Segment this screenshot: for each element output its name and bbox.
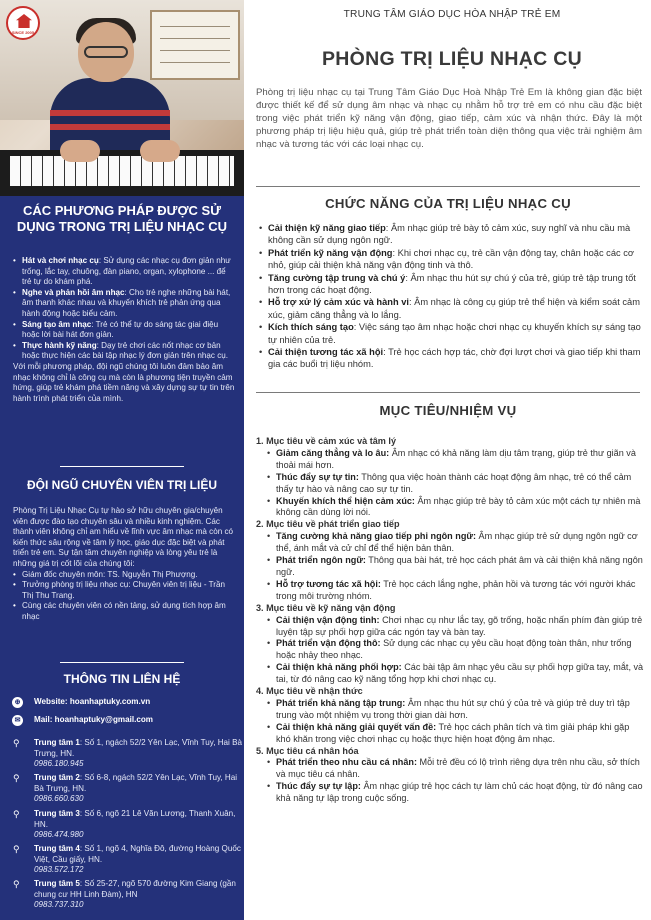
list-item: • Trưởng phòng trị liệu nhạc cụ: Chuyên viên trị liệu - Trần Thị Thu Trang. [13,580,235,601]
list-item: • Sáng tạo âm nhạc: Trẻ có thể tự do sáng tác giai điệu hoặc lời bài hát đơn giản. [13,320,235,341]
center-3: ⚲ Trung tâm 3: Số 6, ngõ 21 Lê Văn Lương, Thanh Xuân, HN. 0986.474.980 [13,809,236,840]
goal-group [256,519,644,602]
list-item: • Hát và chơi nhạc cụ: Sử dụng các nhạc cụ đơn giản như trống, lắc tay, chuông, đàn piano, organ, xylophone ... để trẻ tự do khám phá. [13,256,235,288]
goal-heading: 2. Mục tiêu về phát triển giao tiếp [256,519,400,530]
mail-row[interactable]: ✉ Mail: hoanhaptuky@gmail.com [12,715,242,727]
list-item: • Cải thiện khả năng giải quyết vấn đề: Trẻ học cách phân tích và tìm giải pháp khi gặp khó khăn trong việc chơi nhạc cụ hoặc thực hiện hoạt động âm nhạc. [264,722,644,746]
list-item: • Hỗ trợ xử lý cảm xúc và hành vi: Âm nhạc là công cụ giúp trẻ thể hiện và kiểm soát cảm xúc, giảm căng thẳng và lo lắng. [256,296,644,321]
list-item: • Cùng các chuyên viên có nền tảng, sử dụng tích hợp âm nhạc [13,601,235,622]
methods-list [13,256,235,404]
team-section [13,506,235,623]
list-item: • Nghe và phản hồi âm nhạc: Cho trẻ nghe những bài hát, âm thanh khác nhau và khuyến khích trẻ phản ứng qua hành động hoặc biểu cảm. [13,288,235,320]
globe-icon: ⊕ [12,697,23,708]
list-item: • Phát triển theo nhu cầu cá nhân: Mỗi trẻ đều có lộ trình riêng dựa trên nhu cầu, sở thích và mục tiêu cá nhân. [264,757,644,781]
goal-group [256,686,644,746]
phone-number[interactable]: 0986.180.945 [34,759,84,769]
page-title: PHÒNG TRỊ LIỆU NHẠC CỤ [321,48,583,70]
list-item: • Tăng cường tập trung và chú ý: Âm nhạc thu hút sự chú ý của trẻ, giúp trẻ tập trung tốt hơn trong các hoạt động. [256,272,644,297]
location-pin-icon: ⚲ [13,773,20,783]
hero-photo [0,0,244,196]
divider [256,186,640,187]
website-row[interactable]: ⊕ Website: hoanhaptuky.com.vn [12,697,242,709]
goals-title: MỤC TIÊU/NHIỆM VỤ [379,403,517,418]
location-pin-icon: ⚲ [13,738,20,748]
center-4: ⚲ Trung tâm 4: Số 1, ngõ 4, Nghĩa Đô, đường Hoàng Quốc Việt, Cầu giấy, HN. 0983.572.172 [13,844,241,875]
team-text: Phòng Trị Liệu Nhạc Cụ tự hào sở hữu chuyên gia/chuyên viên được đào tạo chuyên sâu và nhiều kinh nghiệm. Các thành viên không chỉ am hiểu về lĩnh vực âm nhạc mà còn có kiến thức sâu rộng về tâm lý học, giáo dục đặc biệt và phát triển trẻ em. Sự tận tâm chuyên nghiệp và lòng yêu trẻ là những giá trị cốt lõi của chúng tôi: [13,506,234,568]
phone-number[interactable]: 0986.474.980 [34,830,84,840]
list-item: • Phát triển khả năng tập trung: Âm nhạc thu hút sự chú ý của trẻ và giúp trẻ duy trì tập trung vào một nhiệm vụ trong thời gian dài hơn. [264,698,644,722]
divider [60,466,184,467]
list-item: • Khuyến khích thể hiện cảm xúc: Âm nhạc giúp trẻ bày tỏ cảm xúc một cách tự nhiên mà không cần dùng lời nói. [264,496,644,520]
goal-heading: 4. Mục tiêu về nhận thức [256,686,363,697]
divider [256,392,640,393]
list-item: • Kích thích sáng tạo: Việc sáng tạo âm nhạc hoặc chơi nhạc cụ khuyến khích sự sáng tạo tự nhiên của trẻ. [256,321,644,346]
list-item: • Hỗ trợ tương tác xã hội: Trẻ học cách lắng nghe, phản hồi và tương tác với người khác trong môi trường nhóm. [264,579,644,603]
functions-title: CHỨC NĂNG CỦA TRỊ LIỆU NHẠC CỤ [325,196,571,211]
goal-group [256,603,644,686]
list-item: • Thúc đẩy sự tự tin: Thông qua việc hoàn thành các hoạt động âm nhạc, trẻ có thể cảm thấy tự hào và nâng cao sự tự tin. [264,472,644,496]
list-item: • Giảm căng thẳng và lo âu: Âm nhạc có khả năng làm dịu tâm trạng, giúp trẻ thư giãn và thoải mái hơn. [264,448,644,472]
goal-group [256,436,644,519]
list-item: • Thúc đẩy sự tự lập: Âm nhạc giúp trẻ học cách tự làm chủ các hoạt động, từ đó nâng cao khả năng tự lập trong cuộc sống. [264,781,644,805]
methods-title: CÁC PHƯƠNG PHÁP ĐƯỢC SỬ DỤNG TRONG TRỊ LIỆU NHẠC CỤ [16,203,228,234]
goal-heading: 5. Mục tiêu cá nhân hóa [256,745,359,756]
functions-list [256,222,644,371]
goals-list [256,436,644,805]
center-5: ⚲ Trung tâm 5: Số 25-27, ngõ 570 đường Kim Giang (gần chung cư HH Linh Đàm), HN 0983.737.310 [13,879,236,910]
goal-heading: 1. Mục tiêu về cảm xúc và tâm lý [256,436,397,446]
phone-number[interactable]: 0983.737.310 [34,900,84,910]
list-item: • Cải thiện khả năng phối hợp: Các bài tập âm nhạc yêu cầu sự phối hợp giữa tay, mắt, và tai, từ đó nâng cao kỹ năng tổng hợp khi chơi nhạc cụ. [264,662,644,686]
goal-group [256,746,644,806]
divider [60,662,184,663]
methods-summary: Với mỗi phương pháp, đội ngũ chúng tôi luôn đảm bảo âm nhạc không chỉ là công cụ mà còn là phương tiện truyền cảm hứng, giúp trẻ khám phá tiềm năng và xây dựng sự tự tin trên hành trình phát triển của mình. [13,361,235,403]
list-item: • Cải thiện kỹ năng giao tiếp: Âm nhạc giúp trẻ bày tỏ cảm xúc, suy nghĩ và nhu cầu mà không cần sử dụng ngôn ngữ. [256,222,644,247]
list-item: • Phát triển ngôn ngữ: Thông qua bài hát, trẻ học cách phát âm và cải thiện khả năng ngôn ngữ. [264,555,644,579]
list-item: • Phát triển vận động thô: Sử dụng các nhạc cụ yêu cầu hoạt động toàn thân, như trống hoặc nhảy theo nhạc. [264,638,644,662]
contact-title: THÔNG TIN LIÊN HỆ [63,672,181,686]
mail-icon: ✉ [12,715,23,726]
goal-heading: 3. Mục tiêu về kỹ năng vận động [256,602,396,613]
list-item: • Cải thiện tương tác xã hội: Trẻ học cách hợp tác, chờ đợi lượt chơi và giao tiếp khi tham gia các buổi trị liệu nhóm. [256,346,644,371]
phone-number[interactable]: 0983.572.172 [34,865,84,875]
left-panel [0,0,244,920]
phone-number[interactable]: 0986.660.630 [34,794,84,804]
list-item: • Cải thiện vận động tinh: Chơi nhạc cụ như lắc tay, gõ trống, hoặc nhấn phím đàn giúp trẻ luyện tập sự phối hợp giữa các ngón tay và bàn tay. [264,615,644,639]
team-title: ĐỘI NGŨ CHUYÊN VIÊN TRỊ LIỆU [26,478,217,492]
location-pin-icon: ⚲ [13,809,20,819]
center-logo: SINCE 2005 [6,6,40,40]
intro-paragraph: Phòng trị liệu nhạc cụ tại Trung Tâm Giáo Dục Hoà Nhập Trẻ Em là không gian đặc biệt được thiết kế để sử dụng âm nhạc và nhạc cụ nhằm hỗ trợ trẻ em có nhu cầu đặc biệt trong việc phát triển kỹ năng vận động, giao tiếp, cảm xúc và nhận thức. Đây là một phương pháp trị liệu hiệu quả, giúp trẻ phát triển toàn diện thông qua việc trải nghiệm âm nhạc và tương tác với các loại nhạc cụ. [256,87,642,150]
list-item: • Giám đốc chuyên môn: TS. Nguyễn Thị Phượng. [13,570,235,581]
location-pin-icon: ⚲ [13,844,20,854]
list-item: • Thực hành kỹ năng: Dạy trẻ chơi các nốt nhạc cơ bản hoặc thực hiện các bài tập nhạc lý đơn giản trên nhạc cụ. [13,341,235,362]
location-pin-icon: ⚲ [13,879,20,889]
center-2: ⚲ Trung tâm 2: Số 6-8, ngách 52/2 Yên Lạc, Vĩnh Tuy, Hai Bà Trưng, HN. 0986.660.630 [13,773,238,804]
org-name: TRUNG TÂM GIÁO DỤC HÒA NHẬP TRẺ EM [343,9,561,20]
center-1: ⚲ Trung tâm 1: Số 1, ngách 52/2 Yên Lạc, Vĩnh Tuy, Hai Bà Trưng, HN. 0986.180.945 [13,738,243,769]
list-item: • Phát triển kỹ năng vận động: Khi chơi nhạc cụ, trẻ cần vận động tay, chân hoặc các cơ nhỏ, giúp cải thiện khả năng vận động tinh và thô. [256,247,644,272]
list-item: • Tăng cường khả năng giao tiếp phi ngôn ngữ: Âm nhạc giúp trẻ sử dụng ngôn ngữ cơ thể, ánh mắt và cử chỉ để thể hiện bản thân. [264,531,644,555]
